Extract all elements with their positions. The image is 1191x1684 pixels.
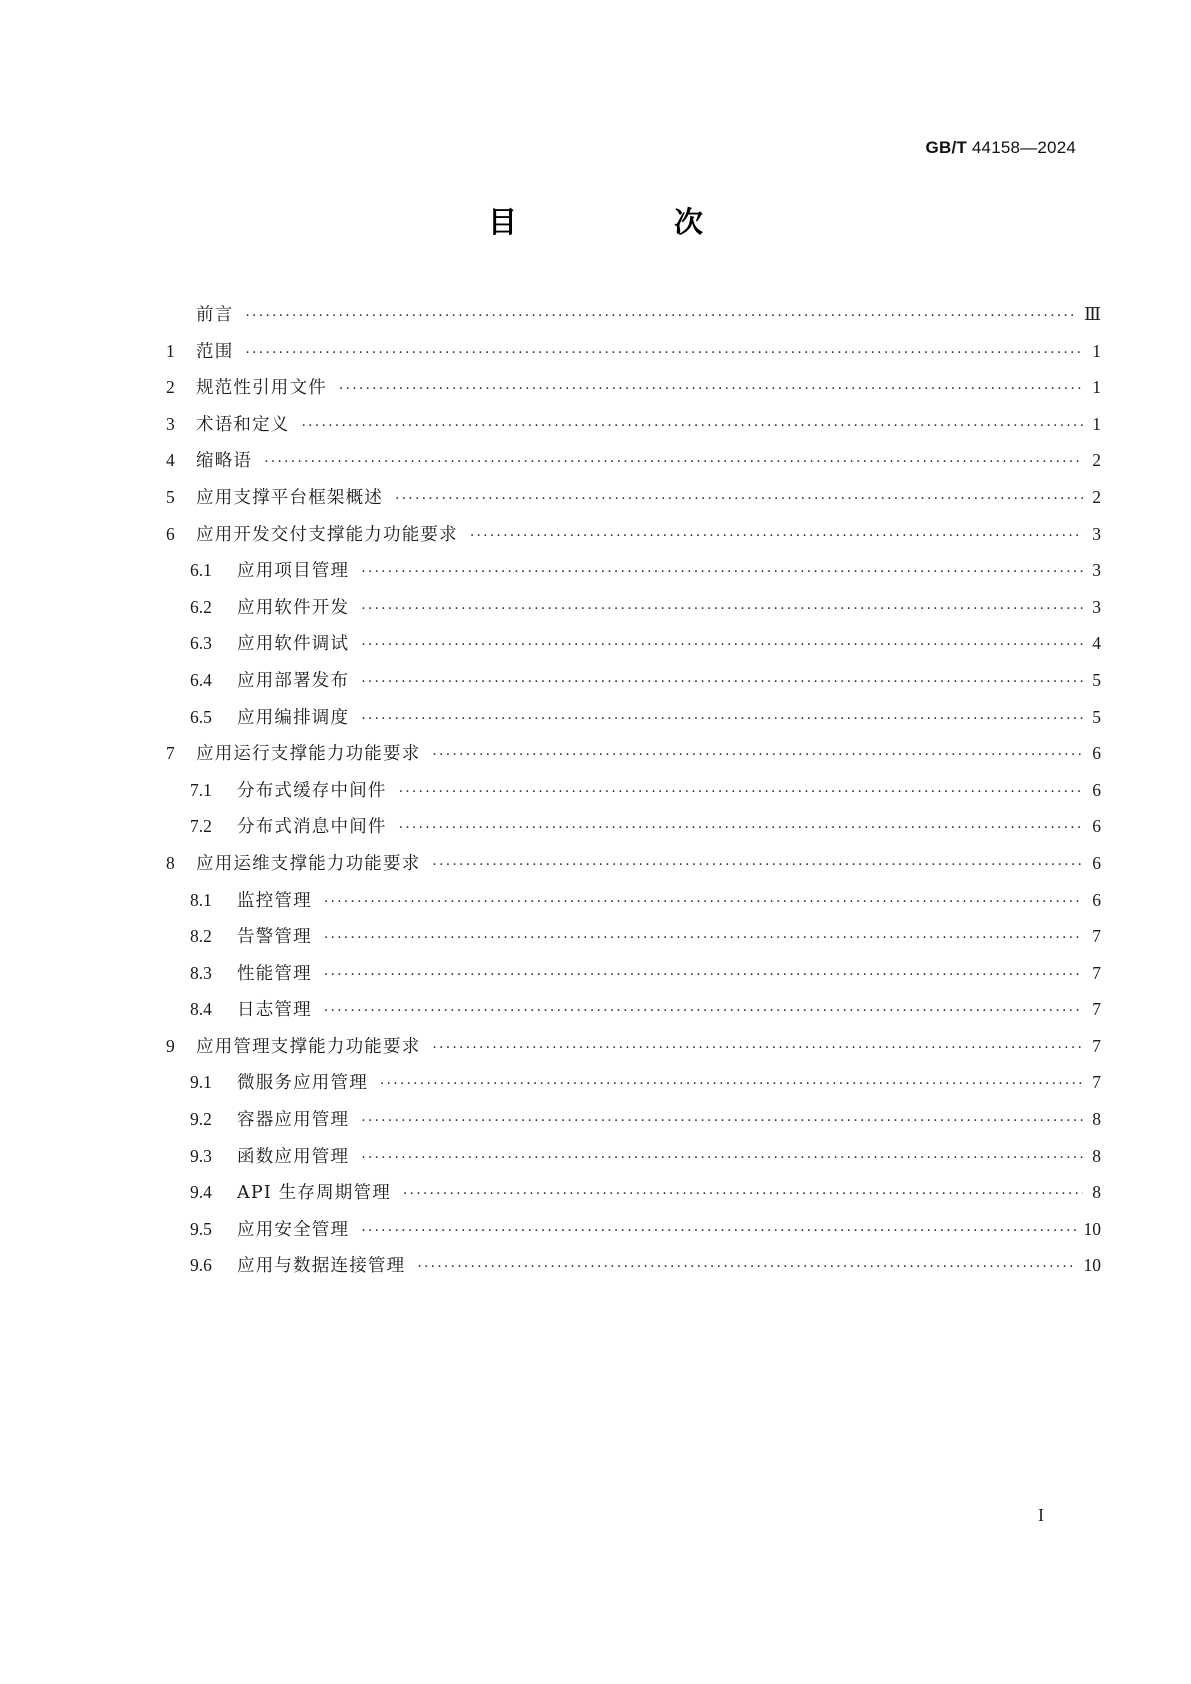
toc-entry-page: 5: [1092, 706, 1101, 727]
toc-entry-title: 应用部署发布: [237, 670, 350, 691]
toc-dot-leader: [361, 711, 1083, 727]
toc-entry-number: 8.1: [190, 889, 212, 910]
toc-entry[interactable]: [166, 1106, 1101, 1143]
toc-entry-number: 9: [166, 1035, 175, 1056]
toc-entry-page: 6: [1092, 779, 1101, 800]
toc-entry-number: 6.3: [190, 633, 212, 654]
toc-entry[interactable]: [166, 704, 1101, 741]
toc-dot-leader: [245, 345, 1083, 361]
standard-number: 44158—2024: [971, 138, 1076, 157]
toc-entry[interactable]: [166, 521, 1101, 558]
toc-dot-leader: [324, 930, 1083, 946]
toc-entry-title: 告警管理: [237, 927, 312, 948]
toc-dot-leader: [361, 1223, 1075, 1239]
table-of-contents: [166, 301, 1101, 1289]
toc-entry[interactable]: [166, 411, 1101, 448]
toc-entry-number: 8.2: [190, 926, 212, 947]
toc-entry[interactable]: [166, 630, 1101, 667]
toc-entry-title: 性能管理: [237, 963, 312, 984]
toc-entry-title: 前言: [196, 305, 234, 325]
toc-dot-leader: [324, 967, 1083, 983]
toc-entry-number: 6.4: [190, 669, 212, 690]
toc-entry-number: 9.5: [190, 1218, 212, 1239]
toc-entry-number: 9.1: [190, 1072, 212, 1093]
toc-dot-leader: [339, 381, 1083, 397]
toc-entry[interactable]: [166, 996, 1101, 1033]
toc-entry-title: 应用管理支撑能力功能要求: [196, 1036, 421, 1057]
toc-entry[interactable]: [166, 740, 1101, 777]
toc-entry-page: 1: [1092, 377, 1101, 398]
toc-dot-leader: [361, 674, 1083, 690]
toc-entry[interactable]: [166, 1252, 1101, 1289]
toc-entry-page: 4: [1092, 633, 1101, 654]
toc-entry[interactable]: [166, 1216, 1101, 1253]
toc-entry-page: 7: [1092, 1035, 1101, 1056]
toc-dot-leader: [380, 1076, 1083, 1092]
toc-entry[interactable]: [166, 850, 1101, 887]
toc-entry-title: 应用安全管理: [237, 1219, 350, 1240]
toc-entry-number: 1: [166, 340, 175, 361]
toc-entry-page: 2: [1092, 486, 1101, 507]
toc-entry-title: 应用软件开发: [237, 597, 350, 618]
toc-entry-page: 8: [1092, 1145, 1101, 1166]
toc-entry-page: 3: [1092, 596, 1101, 617]
toc-entry-page: 8: [1092, 1182, 1101, 1203]
toc-entry-number: 7: [166, 743, 175, 764]
toc-entry-page: 7: [1092, 1072, 1101, 1093]
toc-entry-page: 10: [1083, 1218, 1101, 1239]
toc-entry-number: 8.4: [190, 999, 212, 1020]
toc-entry[interactable]: [166, 813, 1101, 850]
toc-entry-page: 1: [1092, 340, 1101, 361]
toc-entry[interactable]: [166, 777, 1101, 814]
toc-entry-number: 2: [166, 377, 175, 398]
toc-entry-page: 6: [1092, 889, 1101, 910]
toc-dot-leader: [324, 894, 1083, 910]
toc-entry-number: 7.1: [190, 779, 212, 800]
toc-entry[interactable]: [166, 374, 1101, 411]
toc-entry-title: 微服务应用管理: [237, 1073, 368, 1094]
toc-entry[interactable]: [166, 1143, 1101, 1180]
toc-entry-page: 5: [1092, 669, 1101, 690]
toc-entry-page: 8: [1092, 1109, 1101, 1130]
toc-entry[interactable]: [166, 887, 1101, 924]
toc-entry-title: API 生存周期管理: [237, 1183, 391, 1204]
toc-entry-title: 分布式缓存中间件: [237, 780, 387, 801]
toc-entry-title: 监控管理: [237, 890, 312, 911]
toc-entry[interactable]: [166, 594, 1101, 631]
toc-entry-page: 7: [1092, 999, 1101, 1020]
toc-entry-title: 缩略语: [196, 451, 253, 472]
toc-entry-title: 容器应用管理: [237, 1110, 350, 1131]
toc-entry[interactable]: [166, 960, 1101, 997]
toc-dot-leader: [395, 491, 1083, 507]
toc-dot-leader: [417, 1259, 1075, 1275]
toc-entry[interactable]: [166, 923, 1101, 960]
toc-entry-number: 9.2: [190, 1109, 212, 1130]
toc-entry-title: 应用运维支撑能力功能要求: [196, 853, 421, 874]
toc-entry-title: 应用项目管理: [237, 561, 350, 582]
toc-dot-leader: [361, 1150, 1083, 1166]
toc-dot-leader: [403, 1186, 1083, 1202]
toc-entry-number: 6.1: [190, 560, 212, 581]
toc-entry-title: 应用编排调度: [237, 707, 350, 728]
toc-entry-title: 日志管理: [237, 1000, 312, 1021]
toc-entry-title: 应用支撑平台框架概述: [196, 487, 383, 508]
toc-entry-title: 应用运行支撑能力功能要求: [196, 744, 421, 765]
toc-entry-page: 7: [1092, 962, 1101, 983]
toc-title: 目 次: [487, 205, 767, 239]
toc-entry-page: 6: [1092, 852, 1101, 873]
toc-entry[interactable]: [166, 1179, 1101, 1216]
toc-dot-leader: [399, 820, 1083, 836]
toc-entry-title: 应用软件调试: [237, 634, 350, 655]
toc-entry-number: 8: [166, 852, 175, 873]
standard-prefix: GB/T: [925, 138, 967, 157]
toc-entry[interactable]: [166, 1033, 1101, 1070]
toc-entry-page: Ⅲ: [1084, 304, 1101, 324]
page-number: I: [1038, 1505, 1044, 1525]
toc-entry-page: 1: [1092, 413, 1101, 434]
toc-entry-page: 3: [1092, 523, 1101, 544]
toc-entry-number: 6.2: [190, 596, 212, 617]
toc-entry-title: 规范性引用文件: [196, 378, 327, 399]
toc-dot-leader: [302, 418, 1084, 434]
toc-entry-number: 9.6: [190, 1255, 212, 1276]
toc-entry-number: 3: [166, 413, 175, 434]
toc-entry-page: 7: [1092, 926, 1101, 947]
toc-entry-number: 6.5: [190, 706, 212, 727]
standard-code: [926, 138, 1076, 158]
toc-entry-page: 2: [1092, 450, 1101, 471]
toc-entry-number: 7.2: [190, 816, 212, 837]
toc-entry[interactable]: [166, 338, 1101, 375]
toc-dot-leader: [470, 528, 1083, 544]
toc-entry[interactable]: [166, 557, 1101, 594]
toc-entry-page: 6: [1092, 743, 1101, 764]
toc-entry-number: 9.3: [190, 1145, 212, 1166]
toc-entry[interactable]: [166, 667, 1101, 704]
toc-entry-title: 函数应用管理: [237, 1146, 350, 1167]
toc-dot-leader: [245, 308, 1076, 324]
toc-entry[interactable]: [166, 484, 1101, 521]
toc-dot-leader: [361, 564, 1083, 580]
toc-entry-number: 9.4: [190, 1182, 212, 1203]
toc-dot-leader: [432, 1040, 1083, 1056]
toc-dot-leader: [264, 454, 1083, 470]
toc-entry-title: 应用与数据连接管理: [237, 1256, 406, 1277]
toc-entry-page: 6: [1092, 816, 1101, 837]
toc-dot-leader: [361, 637, 1083, 653]
toc-entry-title: 分布式消息中间件: [237, 817, 387, 838]
toc-entry[interactable]: [166, 447, 1101, 484]
toc-entry-number: 6: [166, 523, 175, 544]
toc-entry-title: 范围: [196, 341, 234, 362]
toc-dot-leader: [361, 601, 1083, 617]
toc-entry-page: 3: [1092, 560, 1101, 581]
toc-dot-leader: [361, 1113, 1083, 1129]
toc-entry-number: 5: [166, 486, 175, 507]
toc-entry-number: 8.3: [190, 962, 212, 983]
toc-dot-leader: [432, 747, 1083, 763]
toc-entry-page: 10: [1083, 1255, 1101, 1276]
toc-entry-title: 术语和定义: [196, 414, 290, 435]
toc-entry[interactable]: [166, 301, 1101, 338]
toc-entry-title: 应用开发交付支撑能力功能要求: [196, 524, 458, 545]
toc-entry[interactable]: [166, 1069, 1101, 1106]
toc-dot-leader: [432, 857, 1083, 873]
toc-dot-leader: [399, 784, 1083, 800]
toc-dot-leader: [324, 1003, 1083, 1019]
toc-entry-number: 4: [166, 450, 175, 471]
